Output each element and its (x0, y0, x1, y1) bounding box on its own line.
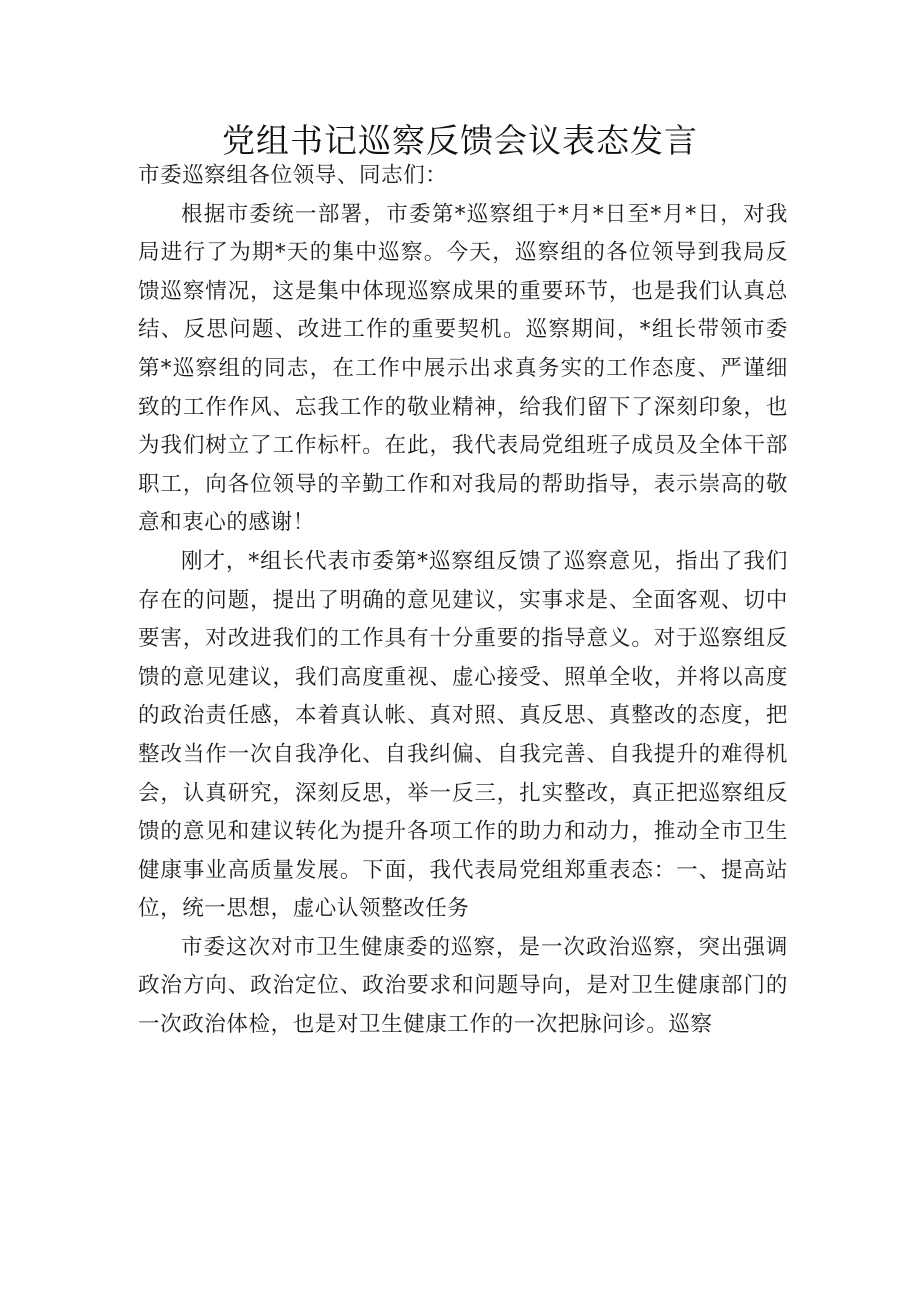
document-body (138, 157, 788, 1045)
paragraph-3: 市委这次对市卫生健康委的巡察，是一次政治巡察，突出强调政治方向、政治定位、政治要求和问题导向，是对卫生健康部门的一次政治体检，也是对卫生健康工作的一次把脉问诊。巡察 (138, 934, 788, 1038)
salutation: 市委巡察组各位领导、同志们： (138, 163, 448, 188)
document-title: 党组书记巡察反馈会议表态发言 (222, 121, 698, 160)
paragraph-2: 刚才，*组长代表市委第*巡察组反馈了巡察意见，指出了我们存在的问题，提出了明确的意见建议，实事求是、全面客观、切中要害，对改进我们的工作具有十分重要的指导意义。对于巡察组反馈的意见建议，我们高度重视、虚心接受、照单全收，并将以高度的政治责任感，本着真认帐、真对照、真反思、真整改的态度，把整改当作一次自我净化、自我纠偏、自我完善、自我提升的难得机会，认真研究，深刻反思，举一反三，扎实整改，真正把巡察组反馈的意见和建议转化为提升各项工作的助力和动力，推动全市卫生健康事业高质量发展。下面，我代表局党组郑重表态：一、提高站位，统一思想，虚心认领整改任务 (138, 548, 788, 922)
paragraph-1: 根据市委统一部署，市委第*巡察组于*月*日至*月*日，对我局进行了为期*天的集中巡察。今天，巡察组的各位领导到我局反馈巡察情况，这是集中体现巡察成果的重要环节，也是我们认真总结、反思问题、改进工作的重要契机。巡察期间，*组长带领市委第*巡察组的同志，在工作中展示出求真务实的工作态度、严谨细致的工作作风、忘我工作的敬业精神，给我们留下了深刻印象，也为我们树立了工作标杆。在此，我代表局党组班子成员及全体干部职工，向各位领导的辛勤工作和对我局的帮助指导，表示崇高的敬意和衷心的感谢！ (138, 201, 788, 536)
